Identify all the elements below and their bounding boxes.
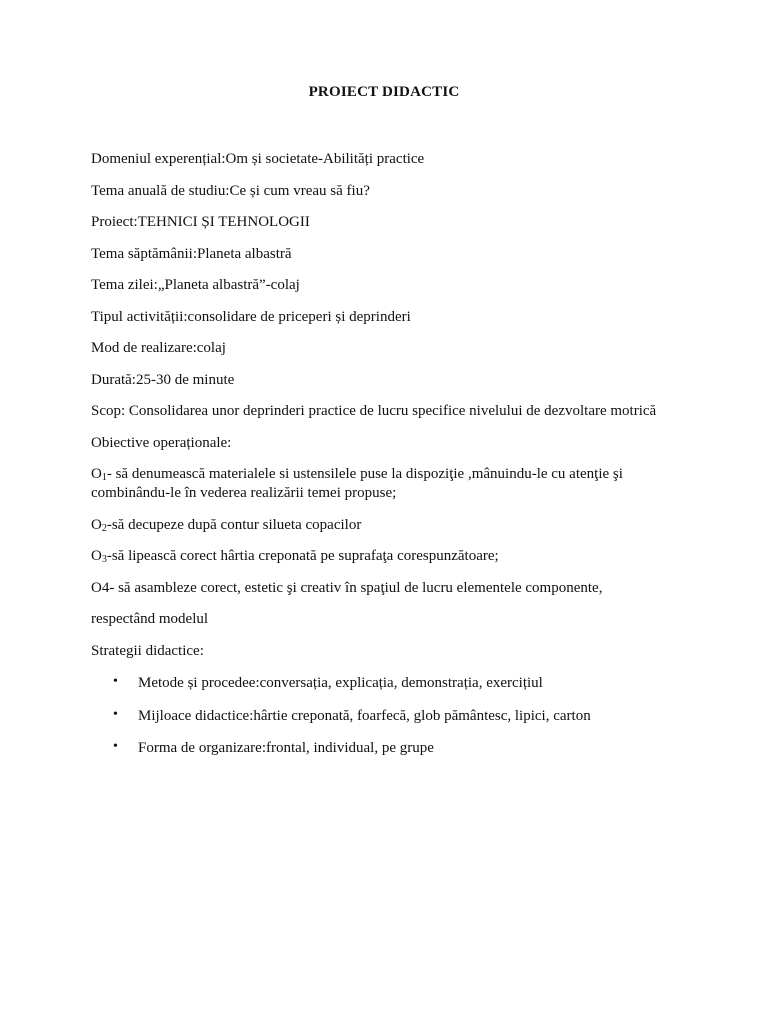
durata-line: Durată:25-30 de minute — [91, 372, 235, 388]
objective-o3-text: -să lipească corect hârtia creponată pe suprafaţa corespunzătoare; — [106, 548, 499, 564]
objective-o4-line2: respectând modelul — [91, 611, 209, 627]
objective-o3-prefix: O — [91, 548, 102, 564]
bullet-metode: Metode și procedee:conversația, explicația, demonstrația, exercițiul — [138, 675, 543, 691]
domeniul-line: Domeniul experențial:Om și societate-Abilități practice — [91, 151, 425, 167]
bullet-mijloace: Mijloace didactice:hârtie creponată, foarfecă, glob pământesc, lipici, carton — [138, 708, 591, 724]
tema-zilei-line: Tema zilei:„Planeta albastră”-colaj — [91, 277, 300, 293]
bullet-glyph-2: • — [113, 707, 118, 722]
bullet-glyph-3: • — [113, 739, 118, 754]
objective-o1-text: - să denumească materialele si ustensilele puse la dispoziţie ,mânuindu-le cu atenţie şi — [106, 466, 623, 482]
objective-o2-sub: 2 — [101, 523, 107, 534]
document-title: PROIECT DIDACTIC — [308, 84, 460, 100]
objective-o1-sub: 1 — [101, 472, 107, 483]
mod-de-realizare-line: Mod de realizare:colaj — [91, 340, 226, 356]
proiect-line: Proiect:TEHNICI ȘI TEHNOLOGII — [91, 214, 310, 230]
objective-o4-line1: O4- să asambleze corect, estetic şi creativ în spaţiul de lucru elementele componente, — [91, 580, 603, 596]
objective-o1-prefix: O — [91, 466, 102, 482]
objective-o3 — [91, 547, 499, 569]
objective-o2-prefix: O — [91, 517, 102, 533]
objective-o2-text: -să decupeze după contur silueta copacilor — [106, 517, 362, 533]
bullet-glyph-1: • — [113, 674, 118, 689]
objective-o3-sub: 3 — [101, 554, 107, 565]
bullet-forma: Forma de organizare:frontal, individual, pe grupe — [138, 740, 434, 756]
tema-anuala-line: Tema anuală de studiu:Ce și cum vreau să fiu? — [91, 183, 370, 199]
tipul-activitatii-line: Tipul activității:consolidare de priceperi și deprinderi — [91, 309, 411, 325]
objective-o1-line2: combinându-le în vederea realizării temei propuse; — [91, 485, 397, 501]
strategii-label: Strategii didactice: — [91, 643, 204, 659]
obiective-label: Obiective operaționale: — [91, 435, 232, 451]
scop-line: Scop: Consolidarea unor deprinderi practice de lucru specifice nivelului de dezvoltare motrică — [91, 403, 657, 419]
objective-o2 — [91, 516, 361, 538]
tema-saptamanii-line: Tema săptămânii:Planeta albastră — [91, 246, 292, 262]
